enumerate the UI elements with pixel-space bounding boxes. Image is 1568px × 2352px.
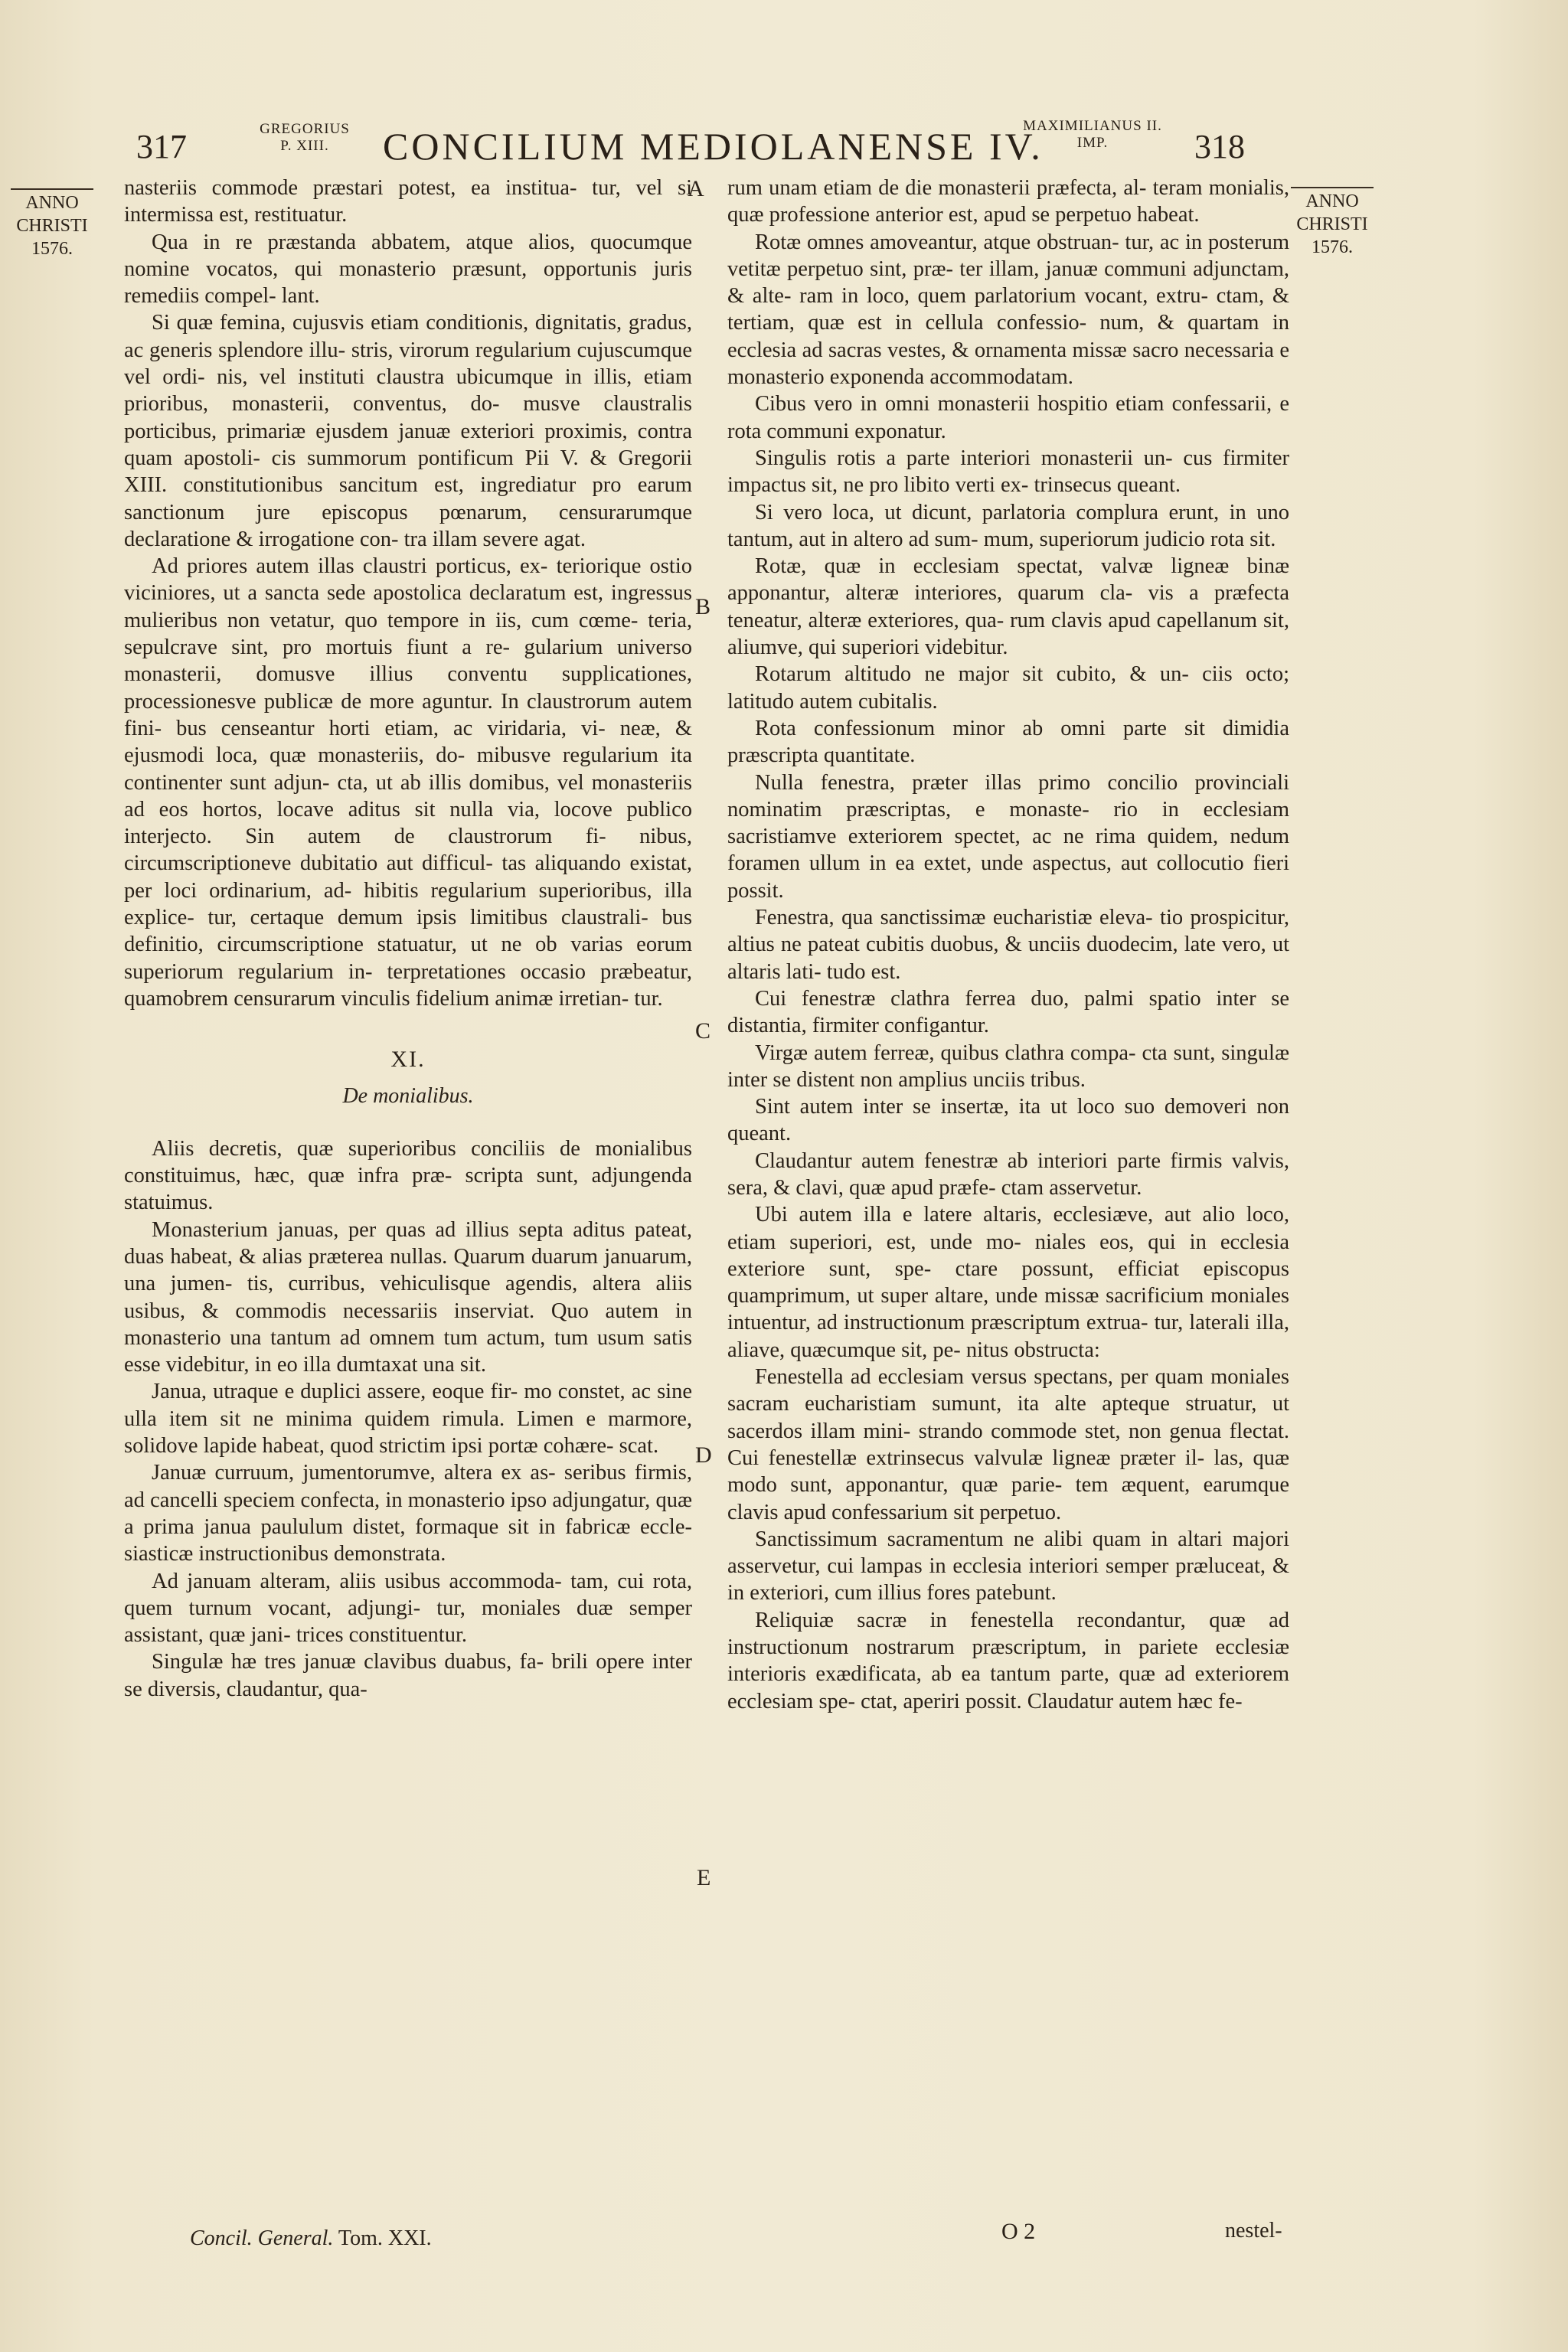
margin-anno: ANNO [1305,191,1359,211]
paragraph: Nulla fenestra, præter illas primo concilio provinciali nominatim præscriptas, e monaste- rio in ecclesiam sacristiamve exteriorem spectet, ac ne rima quidem, nedum foramen ullum in ea extet, unde aspectus, aut collocutio fieri possit. [727,770,1289,903]
paragraph: Janua, utraque e duplici assere, eoque fir- mo constet, ac sine ulla item sit ne minima quidem rimula. Limen e marmore, solidove lapide habeat, quod strictim ipsi portæ cohære- scat. [124,1380,692,1459]
paragraph: Singulis rotis a parte interiori monasterii un- cus firmiter impactus sit, ne pro libito verti ex- trinsecus queant. [727,446,1289,498]
left-column [124,175,692,1703]
paragraph: Reliquiæ sacræ in fenestella recondantur, quæ ad instructionum nostrarum præscriptum, in pariete ecclesiæ interioris exædificata, ab ea tantum parte, quæ ad exteriorem ecclesiam spe- ctat, aperiri possit. Claudatur autem hæc fe- [727,1608,1289,1713]
page-title: CONCILIUM MEDIOLANENSE IV. [383,125,1044,168]
paragraph: Fenestella ad ecclesiam versus spectans, per quam moniales sacram eucharistiam sumunt, ita alte apteque struatur, ut sacerdos illam mini- strando commode stet, non genua flectat. Cui fenestellæ extrinsecus valvulæ ligneæ præter il- las, quæ modo sunt, apponantur, quæ parie- tem æquent, earumque clavis apud confessarium sit perpetuo. [727,1365,1289,1524]
signature-mark: O 2 [1001,2219,1036,2244]
paragraph: Si quæ femina, cujusvis etiam conditionis, dignitatis, gradus, ac generis splendore illu- stris, virorum regularium cujuscumque vel ordi- nis, vel instituti claustra ubicumque in illis, etiam prioribus, monasterii, conventus, do- musve claustralis porticibus, primariæ ejusdem januæ exteriori proximis, contra quam apostoli- cis summorum pontificum Pii V. & Gregorii XIII. constitutionibus sancitum est, ingrediatur pro earum sanctionum jure episcopus pœnarum, censurarumque declaratione & irrogatione con- tra illam severe agat. [124,311,692,551]
section-letter-a: A [688,176,704,201]
paragraph: Sanctissimum sacramentum ne alibi quam in altari majori asservetur, cui lampas in ecclesia interiori semper præluceat, & in exteriori, cum illius fores patebunt. [727,1527,1289,1606]
page-number-left: 317 [136,128,187,165]
paragraph: Aliis decretis, quæ superioribus conciliis de monialibus constituimus, hæc, quæ infra præ- scripta sunt, adjungenda statuimus. [124,1136,692,1215]
paragraph: Singulæ hæ tres januæ clavibus duabus, fa- brili opere inter se diversis, claudantur, qua- [124,1650,692,1701]
paragraph: Ubi autem illa e latere altaris, ecclesiæve, aut alio loco, etiam superiori, est, unde mo- niales eos, qui in ecclesia exteriore sunt, spe- ctare possunt, efficiat episcopus quamprimum, ut super altare, unde missæ sacrificium moniales intuentur, ad instructionum præscriptum extrua- tur, laterali illa, aliave, quæcumque sit, pe- nitus obstructa: [727,1203,1289,1362]
paragraph: Ad priores autem illas claustri porticus, ex- teriorique ostio viciniores, ut a sancta sede apostolica declaratum est, ingressus mulieribus non vetatur, quo tempore in iis, cum cœme- teria, sepulcrave sint, pro mortuis fiunt a re- gularium universo monasterii, domusve illius conventu supplicationes, processionesve publicæ de more aguntur. In claustrorum autem fini- bus censeantur horti etiam, ac viridaria, vi- neæ, & ejusmodi loca, quæ monasteriis, do- mibusve regularium ita continenter sunt adjun- cta, ut ab illis domibus, vel monasteriis ad eos hortos, locave aditus sit nulla via, locove publico interjecto. Sin autem de claustrorum fi- nibus, circumscriptioneve dubitatio aut difficul- tas aliquando existat, per loci ordinarium, ad- hibitis regularium superioribus, illa explice- tur, certaque demum ipsis limitibus claustrali- bus definitio, circumscriptione statuatur, ut ne ob varias eorum superiorum regularium in- terpretationes occasio præbeatur, quamobrem censurarum vinculis fidelium animæ irretian- tur. [124,554,692,1011]
margin-rule [1291,187,1374,188]
emperor-title: IMP. [1076,135,1109,151]
paragraph: Cui fenestræ clathra ferrea duo, palmi spatio inter se distantia, firmiter configantur. [727,986,1289,1038]
paragraph: Si vero loca, ut dicunt, parlatoria complura erunt, in uno tantum, aut in altero ad sum- mum, superiorum judicio rota sit. [727,500,1289,551]
paragraph: Claudantur autem fenestræ ab interiori parte firmis valvis, sera, & clavi, quæ apud præfe- ctam asservetur. [727,1148,1289,1200]
paragraph: Sint autem inter se insertæ, ita ut loco suo demoveri non queant. [727,1095,1289,1146]
paragraph: Rotæ omnes amoveantur, atque obstruan- tur, ac in posterum vetitæ perpetuo sint, præ- ter illam, januæ communi adjunctam, & alte- ram in loco, quem parlatorium vocant, extru- ctam, & tertiam, quæ est in cellula confessio- num, & quartam in ecclesia ad sacras vestes, & ornamenta missæ sacro necessaria e monasterio exponenda accommodatam. [727,230,1289,390]
margin-year-right [1286,187,1378,259]
paragraph: Rota confessionum minor ab omni parte sit dimidia præscripta quantitate. [727,716,1289,768]
paragraph: Monasterium januas, per quas ad illius septa aditus pateat, duas habeat, & alias præterea nullas. Quarum duarum januarum, una jumen- tis, curribus, vehiculisque agendis, altera aliis usibus, & commodis necessariis inserviat. Quo autem in monasterio una tantum ad omnem tum actum, tum usum satis esse videbitur, in eo illa dumtaxat una sit. [124,1217,692,1377]
section-number: XI. [390,1047,426,1073]
paragraph: Qua in re præstanda abbatem, atque alios, quocumque nomine vocatos, qui monasterio præsunt, opportunis juris remediis compel- lant. [124,230,692,309]
paragraph: Januæ curruum, jumentorumve, altera ex as- seribus firmis, ad cancelli speciem confecta, in monasterio ipso adjungatur, quæ a prima janua paululum distet, formaque sit in fabricæ eccle- siasticæ instructionibus demonstrata. [124,1461,692,1566]
section-title: De monialibus. [342,1083,474,1108]
paragraph: Cibus vero in omni monasterii hospitio etiam confessarii, e rota communi exponatur. [727,392,1289,443]
footer-note [190,2226,432,2251]
paragraph: Virgæ autem ferreæ, quibus clathra compa- cta sunt, singulæ inter se distent non amplius unciis tribus. [727,1040,1289,1092]
paragraph: nasteriis commode præstari potest, ea institua- tur, vel si intermissa est, restituatur. [124,176,692,227]
catchword: nestel- [1225,2219,1282,2243]
pope-name: GREGORIUS [260,121,350,137]
page-number-right: 318 [1194,128,1245,165]
running-header [0,115,1568,184]
margin-anno: ANNO [25,193,79,213]
emperor-name: MAXIMILIANUS II. [1023,118,1162,134]
paragraph: Ad januam alteram, aliis usibus accommoda- tam, cui rota, quem turnum vocant, adjungi- tur, moniales duæ semper assistant, quæ jani- trices constituentur. [124,1569,692,1648]
margin-year: 1576. [31,239,73,259]
paragraph: rum unam etiam de die monasterii præfecta, al- teram monialis, quæ professione anterior est, apud se perpetuo habeat. [727,176,1289,227]
margin-rule [11,188,93,190]
section-letter-b: B [695,594,711,619]
margin-year-left [6,188,98,260]
footer-collection: Concil. General. [190,2226,334,2250]
paragraph: Rotarum altitudo ne major sit cubito, & un- ciis octo; latitudo autem cubitalis. [727,662,1289,714]
emperor-label [1004,118,1181,152]
section-letter-d: D [695,1442,712,1468]
pope-number: P. XIII. [280,138,329,154]
section-letter-e: E [697,1865,711,1890]
margin-christi: CHRISTI [16,216,88,236]
paragraph: Rotæ, quæ in ecclesiam spectat, valvæ ligneæ binæ apponantur, alteræ interiores, quarum cla- vis a præfecta teneatur, alteræ exteriores, qua- rum clavis apud capellanum sit, aliumve, qui superiori videbitur. [727,554,1289,660]
right-column [727,175,1289,1715]
section-letter-c: C [695,1018,711,1044]
pope-label [251,121,358,155]
footer-volume: Tom. XXI. [338,2226,432,2250]
margin-christi: CHRISTI [1296,214,1368,234]
paragraph: Fenestra, qua sanctissimæ eucharistiæ eleva- tio prospicitur, altius ne pateat cubitis duobus, & unciis duodecim, late vero, ut altaris lati- tudo est. [727,906,1289,984]
margin-year: 1576. [1312,237,1353,257]
